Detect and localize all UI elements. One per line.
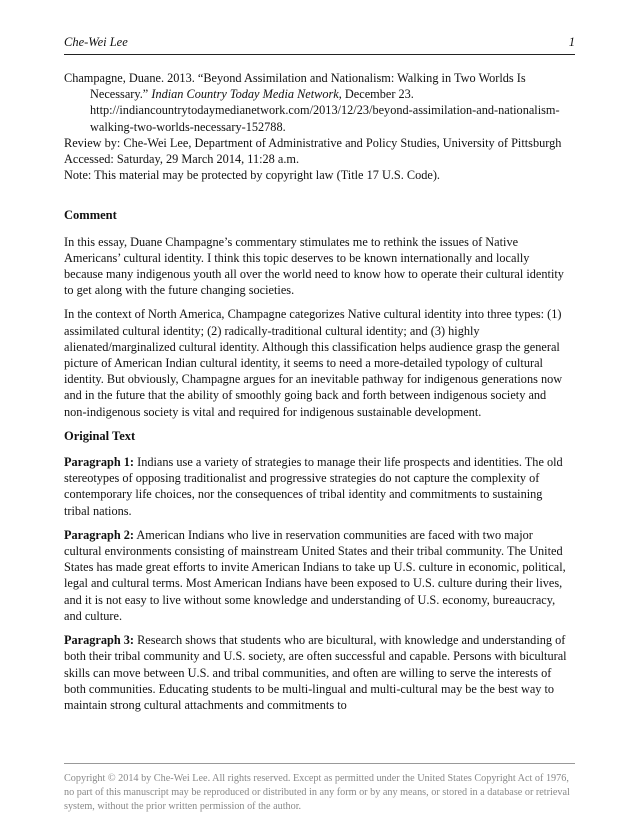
original-text-heading: Original Text (64, 428, 136, 443)
reference-source: Indian Country Today Media Network (151, 87, 339, 102)
original-paragraph (64, 527, 570, 624)
citation-reference (64, 70, 570, 135)
comment-heading: Comment (64, 208, 117, 223)
comment-paragraph: In the context of North America, Champagne categorizes Native cultural identity into three types: (1) assimilated cultural identity; (2) radically-traditional cultural identity; and (3) highly alienated/marginalized cultural identity. Although this classification helps audience grasp the general picture of American Indian cultural identity, it seems to need a more-detailed typology of cultural identity. But obviously, Champagne argues for an inevitable pathway for indigenous generations now and in the future that the ability of smoothly going back and forth between indigenous society and non-indigenous society is vital and required for indigenous sustainable development. (64, 307, 563, 419)
paragraph-label: Paragraph 3: (64, 633, 135, 648)
footer-divider (64, 763, 575, 764)
header-author: Che-Wei Lee (64, 35, 128, 49)
page-number: 1 (568, 35, 575, 49)
paragraph-text: Indians use a variety of strategies to manage their life prospects and identities. The old stereotypes of opposing traditionalist and progressive strategies do not capture the complexity of contemporary life choices, nor the consequences of tribal identity and commitments to sustaining tribal nations. (64, 455, 563, 518)
original-paragraph (64, 454, 570, 519)
header-divider (64, 54, 575, 55)
document-body (64, 70, 570, 721)
reference-prefix: Champagne, Duane. 2013. “Beyond Assimilation and Nationalism: Walking in Two Worlds Is Necessary.” (64, 71, 526, 102)
section-gap (64, 183, 570, 207)
citation-note: Note: This material may be protected by copyright law (Title 17 U.S. Code). (64, 168, 441, 183)
citation-review-by: Review by: Che-Wei Lee, Department of Administrative and Policy Studies, University of Pittsburgh (64, 135, 562, 150)
paragraph-label: Paragraph 1: (64, 455, 135, 470)
comment-paragraph: In this essay, Duane Champagne’s commentary stimulates me to rethink the issues of Native Americans’ cultural identity. I think this topic deserves to be known internationally and locally because many indigenous youth all over the world need to know how to operate their cultural identity to get along with the future changing societies. (64, 234, 564, 298)
paragraph-text: Research shows that students who are bicultural, with knowledge and understanding of both their tribal community and U.S. society, are often successful and capable. Persons with bicultural skills can move between U.S. and tribal communities, and often are willing to serve the interests of both communities. Educating students to be multi-lingual and multi-cultural may be the best way to maintain strong cultural attachments and commitments to (64, 633, 567, 712)
reference-suffix: , December 23. http://indiancountrytodaymedianetwork.com/2013/12/23/beyond-assimilation-and-nationalism-walking-two-worlds-necessary-152788. (90, 87, 560, 134)
citation-block (64, 70, 570, 183)
paragraph-text: American Indians who live in reservation communities are faced with two major cultural environments consisting of mainstream United States and their tribal community. The United States has made great efforts to invite American Indians to take up U.S. culture in economic, political, legal and cultural terms. Most American Indians have been exposed to U.S. culture during their lives, and it is not easy to live without some knowledge and understanding of U.S. economy, bureaucracy, and culture. (64, 527, 566, 623)
copyright-footer: Copyright © 2014 by Che-Wei Lee. All rights reserved. Except as permitted under the United States Copyright Act of 1976, no part of this manuscript may be reproduced or distributed in any form or by any means, or stored in a database or retrieval system, without the prior written permission of the author. (64, 773, 570, 812)
original-paragraph (64, 632, 570, 713)
page-header (64, 35, 575, 50)
paragraph-label: Paragraph 2: (64, 527, 135, 542)
citation-accessed: Accessed: Saturday, 29 March 2014, 11:28 a.m. (64, 152, 300, 167)
